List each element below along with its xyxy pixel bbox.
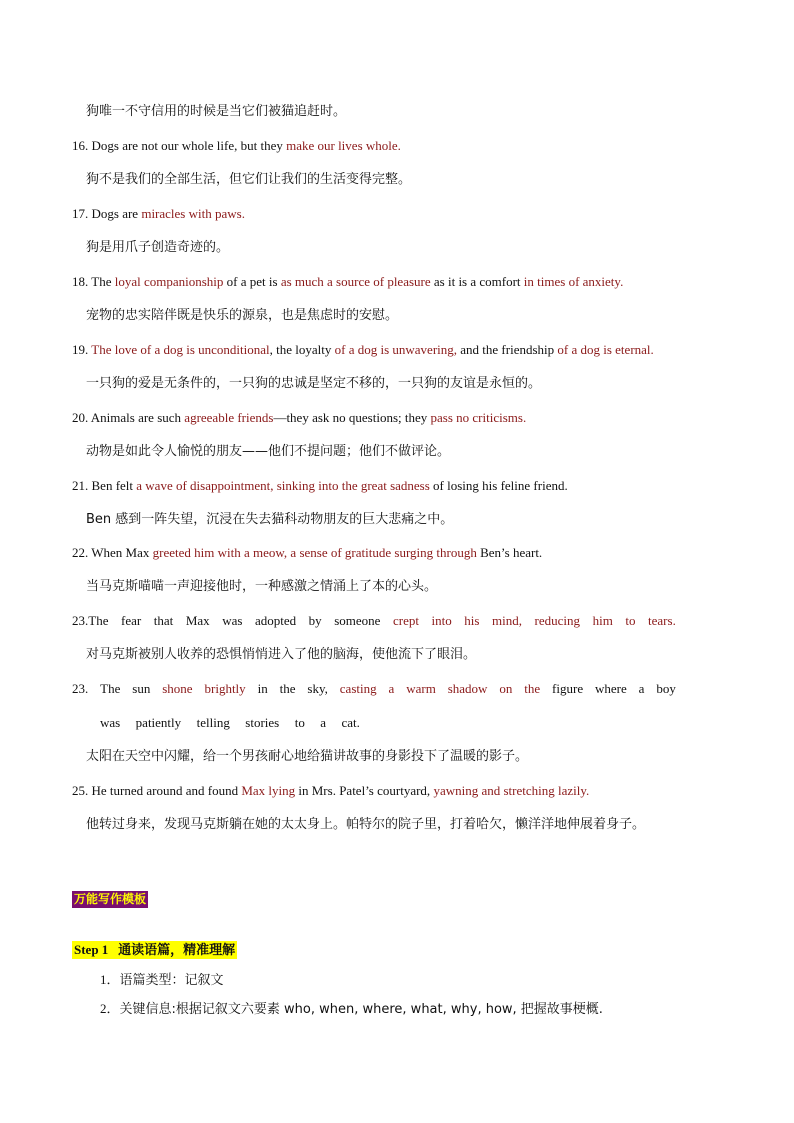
sentence-23a [72,612,676,630]
sentence-22 [72,544,542,562]
text: in Mrs. Patel’s courtyard, [295,783,434,798]
text: of losing his feline friend. [429,478,568,493]
text: 19. [72,342,92,357]
list-number: 2． [100,1001,120,1016]
step-title: 通读语篇，精准理解 [118,943,236,958]
word: was [100,715,121,730]
text: —they ask no questions; they [273,410,431,425]
sentence-18 [72,273,623,291]
sentence-20 [72,409,526,427]
word: crept [392,613,419,628]
word: a [388,681,395,696]
word: his [464,613,480,628]
step-number: Step 1 [74,942,109,957]
highlight-phrase: pass no criticisms. [430,410,527,425]
word: patiently [135,715,182,730]
word: tears. [648,613,676,628]
list-item [100,971,224,990]
word: 23. [72,681,89,696]
list-text: 语篇类型：记叙文 [119,973,224,988]
highlight-phrase: greeted him with a meow, a sense of gratitude surging through [152,545,477,560]
text: 22. When Max [72,545,153,560]
word: fear [121,613,142,628]
sentence-23a-translation: 对马克斯被别人收养的恐惧悄悄进入了他的脑海，使他流下了眼泪。 [86,647,477,662]
word: on [499,681,513,696]
sentence-25-translation: 他转过身来，发现马克斯躺在她的太太身上。帕特尔的院子里，打着哈欠，懒洋洋地伸展着身子。 [86,817,646,832]
word: was [222,613,243,628]
sentence-19 [72,341,654,359]
word: in [257,681,268,696]
text: of a pet is [223,274,281,289]
word: shone [162,681,193,696]
sentence-18-translation: 宠物的忠实陪伴既是快乐的源泉，也是焦虑时的安慰。 [86,308,399,323]
sentence-21 [72,477,568,495]
word: a [320,715,327,730]
word: shadow [447,681,488,696]
text: and the friendship [457,342,558,357]
highlight-phrase: loyal companionship [114,274,224,289]
sentence-25 [72,782,589,800]
sentence-19-translation: 一只狗的爱是无条件的，一只狗的忠诚是坚定不移的，一只狗的友谊是永恒的。 [86,376,542,391]
highlight-phrase: of a dog is unwavering, [334,342,458,357]
highlight-phrase: Max lying [241,783,296,798]
sentence-16-translation: 狗不是我们的全部生活，但它们让我们的生活变得完整。 [86,172,412,187]
word: brightly [204,681,246,696]
text: 20. Animals are such [72,410,185,425]
sentence-23b-translation: 太阳在天空中闪耀，给一个男孩耐心地给猫讲故事的身影投下了温暖的影子。 [86,749,529,764]
word: mind, [492,613,522,628]
sentence-23b [72,680,676,698]
word: reducing [534,613,581,628]
highlight-phrase: of a dog is eternal. [557,342,654,357]
word: sky, [307,681,328,696]
text: 16. Dogs are not our whole life, but they [72,138,287,153]
text: 18. The [72,274,115,289]
highlight-phrase: agreeable friends [184,410,274,425]
text: 17. Dogs are [72,206,142,221]
word: figure [552,681,584,696]
word: to [625,613,636,628]
sentence-17-translation: 狗是用爪子创造奇迹的。 [86,240,230,255]
word: where [595,681,627,696]
text: , the loyalty [269,342,335,357]
highlight-phrase: a wave of disappointment, sinking into the great sadness [136,478,430,493]
sentence-16 [72,137,401,155]
word: that [153,613,174,628]
word: into [431,613,452,628]
word: warm [406,681,436,696]
word: sun [132,681,151,696]
word: cat. [341,715,360,730]
list-text: 关键信息:根据记叙文六要素 who, when, where, what, why, how, 把握故事梗概. [119,1002,603,1017]
word: 23.The [72,613,109,628]
word: The [100,681,121,696]
highlight-phrase: make our lives whole. [286,138,401,153]
word: someone [334,613,381,628]
section-badge: 万能写作模板 [74,892,147,906]
word: stories [245,715,280,730]
text: 21. Ben felt [72,478,137,493]
sentence-17 [72,205,245,223]
highlight-phrase: yawning and stretching lazily. [433,783,590,798]
text: as it is a comfort [430,274,524,289]
sentence-21-translation: Ben 感到一阵失望，沉浸在失去猫科动物朋友的巨大悲痛之中。 [86,512,454,527]
list-number: 1． [100,972,120,987]
sentence-20-translation: 动物是如此令人愉悦的朋友——他们不提问题；他们不做评论。 [86,444,451,459]
word: telling [196,715,230,730]
word: Max [185,613,210,628]
text: 25. He turned around and found [72,783,242,798]
sentence-22-translation: 当马克斯喵喵一声迎接他时，一种感激之情涌上了本的心头。 [86,579,438,594]
word: adopted [254,613,297,628]
word: boy [656,681,676,696]
word: the [524,681,541,696]
highlight-phrase: in times of anxiety. [523,274,624,289]
highlight-phrase: The love of a dog is unconditional [91,342,270,357]
word: by [308,613,322,628]
word: the [279,681,296,696]
word: to [294,715,305,730]
step-heading [72,941,237,959]
highlight-phrase: as much a source of pleasure [280,274,431,289]
word: a [638,681,645,696]
highlight-phrase: miracles with paws. [141,206,245,221]
text: Ben’s heart. [476,545,543,560]
sentence-23b-continuation [100,714,360,732]
word: him [592,613,613,628]
sentence-15-translation: 狗唯一不守信用的时候是当它们被猫追赶时。 [86,104,347,119]
list-item [100,1000,603,1019]
word: casting [339,681,377,696]
